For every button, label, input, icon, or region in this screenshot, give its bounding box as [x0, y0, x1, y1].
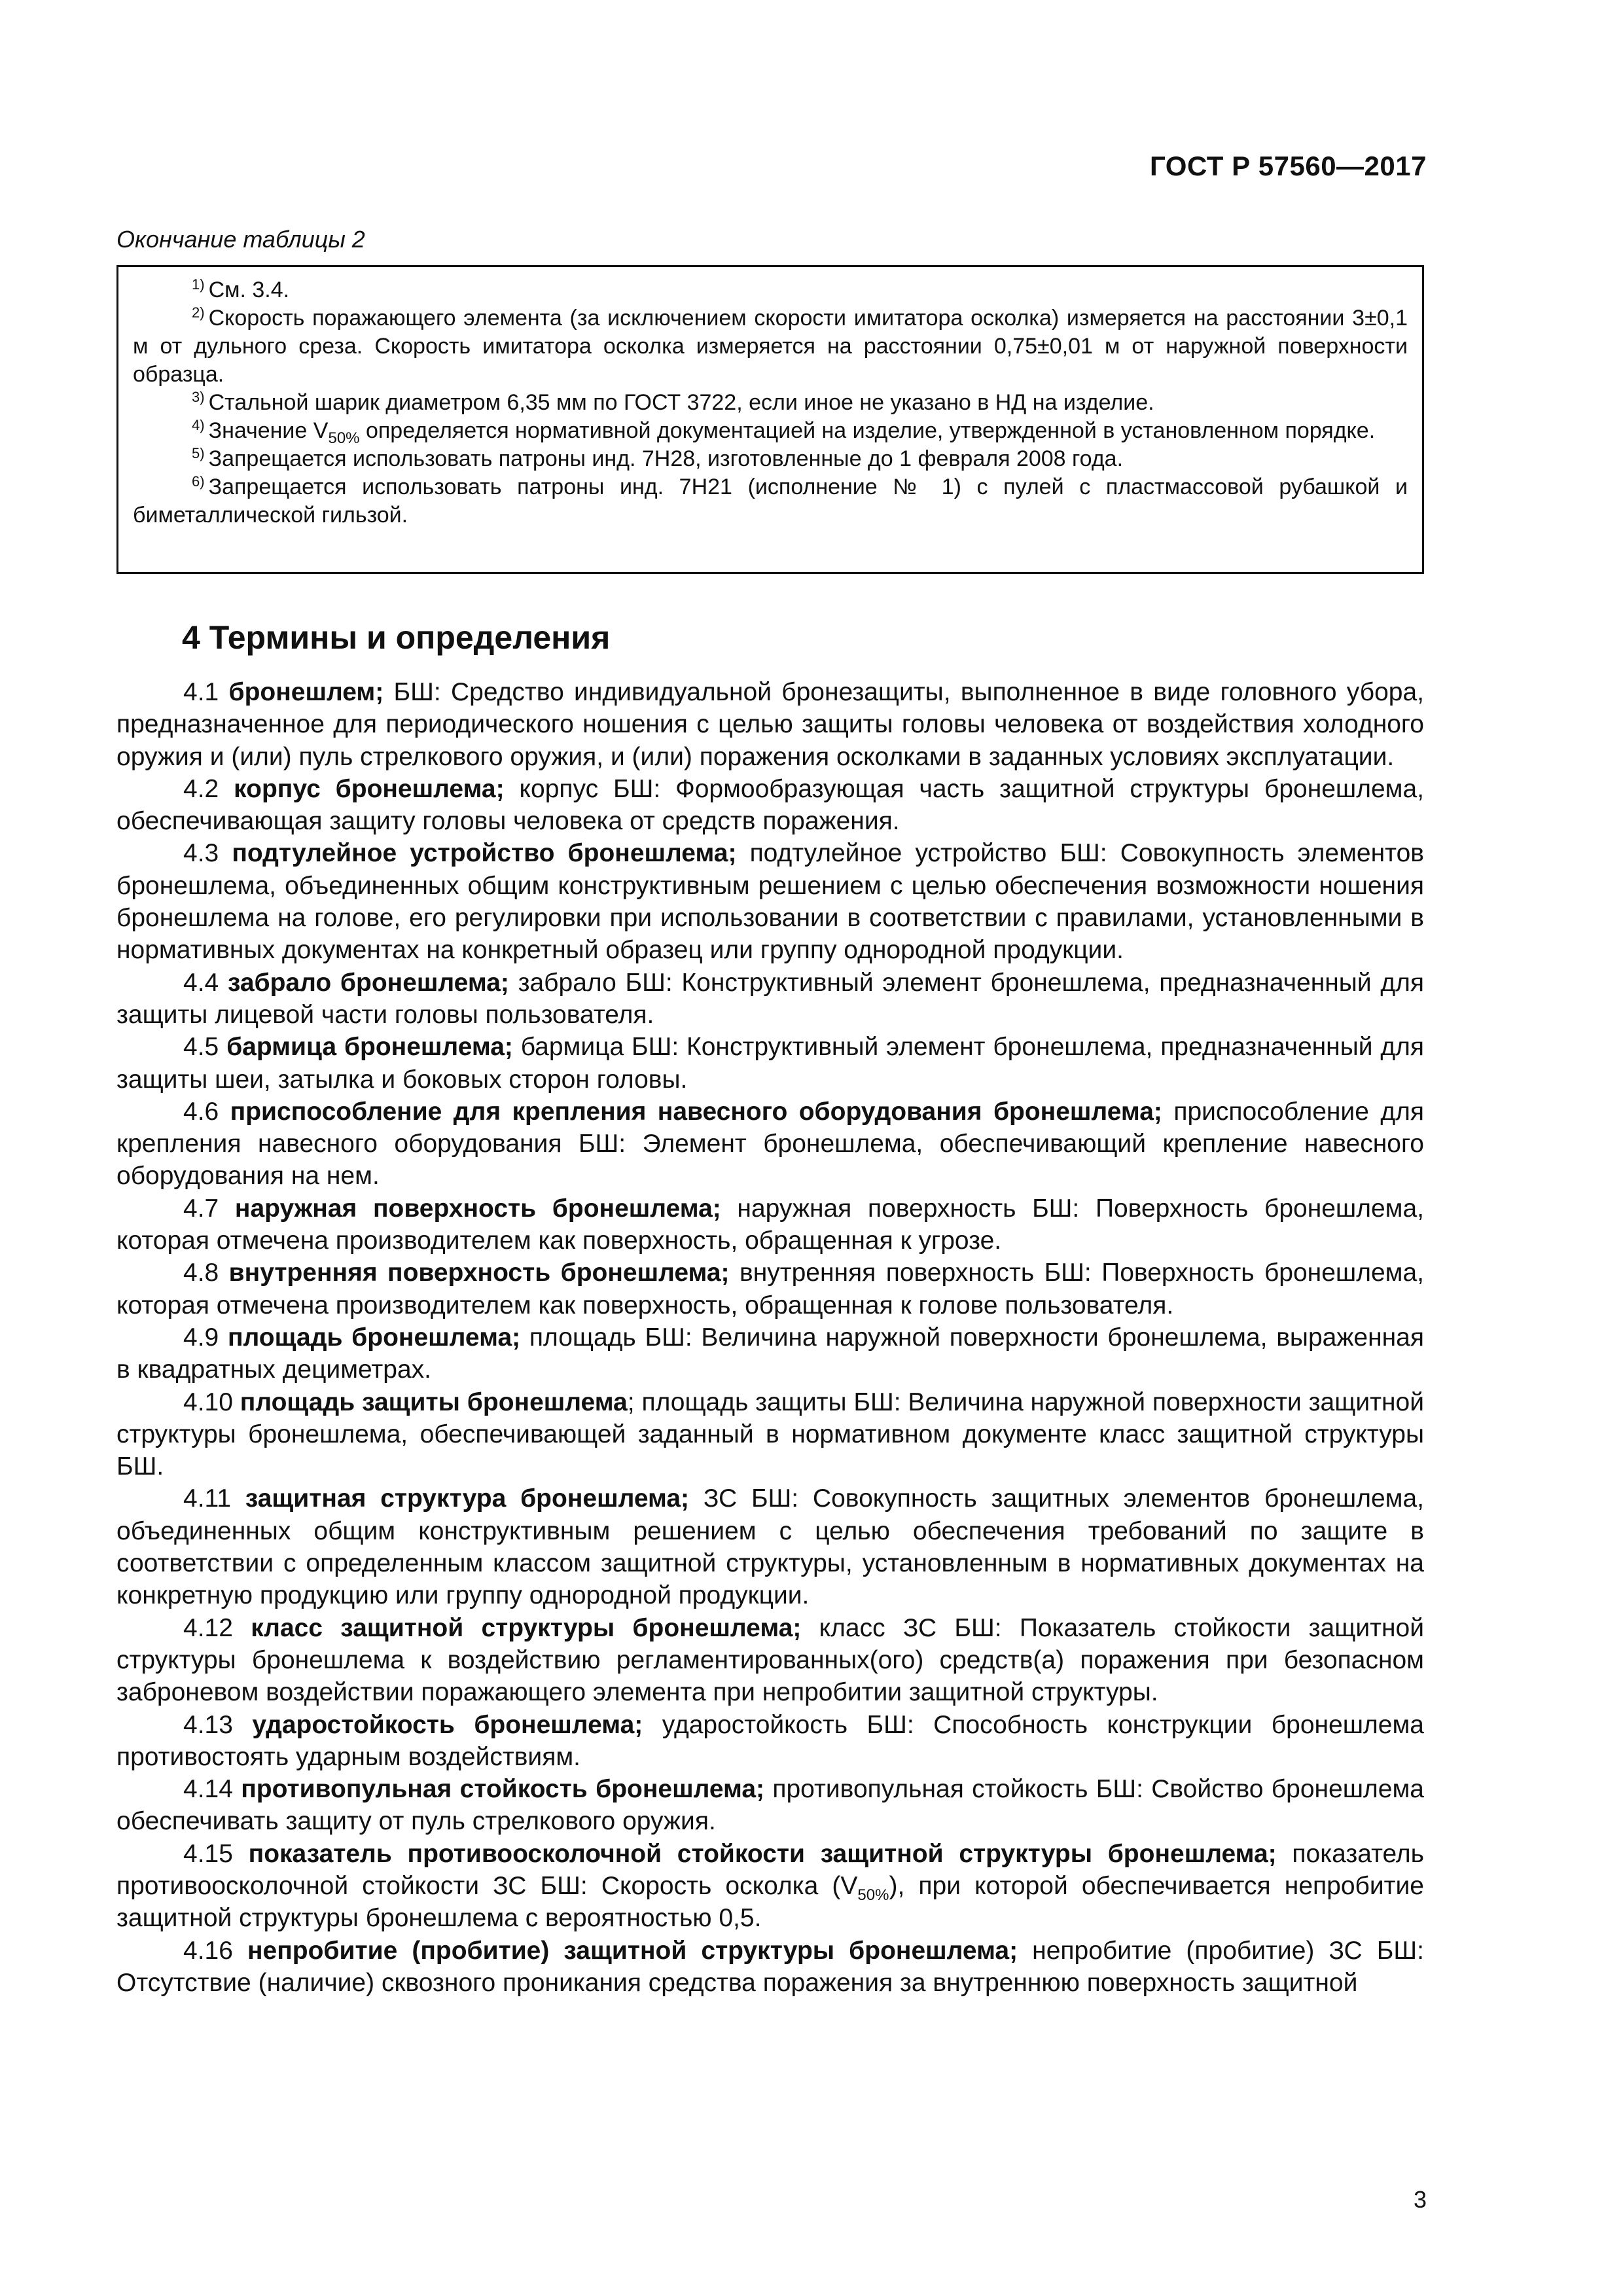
term-name: бармица бронешлема;	[226, 1033, 513, 1062]
notes-box	[116, 265, 1424, 574]
note-subscript: 50%	[328, 429, 360, 447]
term-name: площадь бронешлема;	[227, 1323, 521, 1352]
term-number: 4.2	[183, 774, 219, 803]
note	[133, 389, 1408, 417]
term-text: класс ЗС БШ: Показатель стойкости защитной структуры бронешлема к воздействию регламентированных(ого) средств(а) поражения при безопасном заброневом воздействии поражающего элемента при непробитии защитной структуры.	[116, 1613, 1424, 1707]
term-definition	[116, 837, 1424, 966]
terms-list	[116, 676, 1424, 1999]
note-mark: 1)	[192, 276, 205, 293]
term-number: 4.6	[183, 1097, 219, 1126]
term-text: БШ: Средство индивидуальной бронезащиты, выполненное в виде головного убора, предназначенное для периодического ношения с целью защиты головы человека от воздействия холодного оружия и (или) пуль стрелкового оружия, и (или) поражения осколками в заданных условиях эксплуатации.	[116, 678, 1424, 771]
note	[133, 304, 1408, 389]
term-definition	[116, 1257, 1424, 1321]
term-text: ; площадь защиты БШ: Величина наружной поверхности защитной структуры бронешлема, обеспечивающей заданный в нормативном документе класс защитной структуры БШ.	[116, 1388, 1424, 1481]
term-definition	[116, 1482, 1424, 1611]
term-text: внутренняя поверхность БШ: Поверхность бронешлема, которая отмечена производителем как поверхность, обращенная к голове пользователя.	[116, 1259, 1424, 1319]
term-name: подтулейное устройство бронешлема;	[232, 839, 737, 868]
term-text: наружная поверхность БШ: Поверхность бронешлема, которая отмечена производителем как поверхность, обращенная к угрозе.	[116, 1194, 1424, 1255]
term-definition	[116, 1838, 1424, 1935]
term-name: корпус бронешлема;	[234, 774, 505, 803]
term-text: приспособление для крепления навесного оборудования БШ: Элемент бронешлема, обеспечивающий крепление навесного оборудования на нем.	[116, 1097, 1424, 1191]
term-definition	[116, 1773, 1424, 1838]
term-number: 4.16	[183, 1936, 233, 1965]
note	[133, 417, 1408, 445]
term-text: площадь БШ: Величина наружной поверхности бронешлема, выраженная в квадратных дециметрах.	[116, 1323, 1424, 1384]
term-definition	[116, 1193, 1424, 1257]
term-definition	[116, 1612, 1424, 1709]
term-name: приспособление для крепления навесного оборудования бронешлема;	[230, 1097, 1162, 1126]
term-number: 4.10	[183, 1388, 233, 1416]
note-mark: 2)	[192, 304, 205, 321]
note-text: определяется нормативной документацией на изделие, утвержденной в установленном порядке.	[359, 418, 1376, 443]
term-number: 4.8	[183, 1259, 219, 1287]
term-number: 4.15	[183, 1839, 233, 1868]
term-number: 4.1	[183, 678, 219, 706]
term-number: 4.5	[183, 1033, 219, 1062]
term-name: бронешлем;	[228, 678, 384, 706]
note-text: Стальной шарик диаметром 6,35 мм по ГОСТ 3722, если иное не указано в НД на изделие.	[208, 390, 1154, 415]
term-number: 4.14	[183, 1775, 233, 1804]
term-name: наружная поверхность бронешлема;	[234, 1194, 721, 1223]
term-name: непробитие (пробитие) защитной структуры бронешлема;	[247, 1936, 1018, 1965]
note-text: См. 3.4.	[208, 278, 290, 302]
term-definition	[116, 1709, 1424, 1774]
term-number: 4.12	[183, 1613, 233, 1642]
note-text: Запрещается использовать патроны инд. 7Н21 (исполнение № 1) с пулей с пластмассовой рубашкой и биметаллической гильзой.	[133, 475, 1408, 528]
note-mark: 5)	[192, 444, 205, 461]
term-text: подтулейное устройство БШ: Совокупность элементов бронешлема, объединенных общим конструктивным решением с целью обеспечения возможности ношения бронешлема на голове, его регулировки при использовании в соответствии с правилами, установленными в нормативных документах на конкретный образец или группу однородной продукции.	[116, 839, 1424, 965]
term-name: класс защитной структуры бронешлема;	[251, 1613, 802, 1642]
term-text: непробитие (пробитие) ЗС БШ: Отсутствие (наличие) сквозного проникания средства поражения за внутреннюю поверхность защитной	[116, 1936, 1424, 1997]
term-definition	[116, 773, 1424, 838]
term-name: противопульная стойкость бронешлема;	[241, 1775, 765, 1804]
term-text: забрало БШ: Конструктивный элемент бронешлема, предназначенный для защиты лицевой части головы пользователя.	[116, 968, 1424, 1029]
note-text: Значение V	[208, 418, 329, 443]
term-definition	[116, 967, 1424, 1031]
note-mark: 6)	[192, 473, 205, 490]
term-definition	[116, 1321, 1424, 1386]
doc-number: ГОСТ Р 57560—2017	[1150, 151, 1427, 181]
term-number: 4.11	[183, 1484, 232, 1513]
term-name: забрало бронешлема;	[227, 968, 509, 997]
term-text: показатель противоосколочной стойкости ЗС БШ: Скорость осколка (V	[116, 1839, 1424, 1900]
term-number: 4.9	[183, 1323, 219, 1352]
term-text: противопульная стойкость БШ: Свойство бронешлема обеспечивать защиту от пуль стрелкового оружия.	[116, 1775, 1424, 1836]
term-definition	[116, 676, 1424, 773]
page-number: 3	[1413, 2186, 1427, 2213]
term-number: 4.3	[183, 839, 219, 868]
term-definition	[116, 1935, 1424, 2000]
term-definition	[116, 1386, 1424, 1483]
term-text: бармица БШ: Конструктивный элемент бронешлема, предназначенный для защиты шеи, затылка и боковых сторон головы.	[116, 1033, 1424, 1094]
term-name: внутренняя поверхность бронешлема;	[228, 1259, 730, 1287]
term-definition	[116, 1096, 1424, 1193]
term-name: ударостойкость бронешлема;	[252, 1710, 643, 1739]
term-text: корпус БШ: Формообразующая часть защитной структуры бронешлема, обеспечивающая защиту головы человека от средств поражения.	[116, 774, 1425, 836]
term-text: ), при которой обеспечивается непробитие защитной структуры бронешлема с вероятностью 0,5.	[116, 1871, 1424, 1933]
section-title: 4 Термины и определения	[182, 619, 611, 656]
term-definition	[116, 1031, 1424, 1096]
term-number: 4.13	[183, 1710, 233, 1739]
note	[133, 445, 1408, 473]
note	[133, 473, 1408, 529]
term-number: 4.7	[183, 1194, 219, 1223]
term-name: защитная структура бронешлема;	[245, 1484, 690, 1513]
note	[133, 276, 1408, 304]
term-number: 4.4	[183, 968, 219, 997]
note-text: Скорость поражающего элемента (за исключением скорости имитатора осколка) измеряется на расстоянии 3±0,1 м от дульного среза. Скорость имитатора осколка измеряется на расстоянии 0,75±0,01 м от наружной поверхности образца.	[133, 306, 1408, 387]
term-subscript: 50%	[857, 1886, 889, 1904]
note-mark: 3)	[192, 388, 205, 405]
term-name: площадь защиты бронешлема	[240, 1388, 628, 1416]
term-text: ударостойкость БШ: Способность конструкции бронешлема противостоять ударным воздействиям.	[116, 1710, 1424, 1771]
note-mark: 4)	[192, 416, 205, 433]
term-name: показатель противоосколочной стойкости защитной структуры бронешлема;	[248, 1839, 1277, 1868]
note-text: Запрещается использовать патроны инд. 7Н28, изготовленные до 1 февраля 2008 года.	[208, 446, 1124, 471]
term-text: ЗС БШ: Совокупность защитных элементов бронешлема, объединенных общим конструктивным решением с целью обеспечения требований по защите в соответствии с определенным классом защитной структуры, установленным в нормативных документах на конкретную продукцию или группу однородной продукции.	[116, 1484, 1424, 1610]
table-caption: Окончание таблицы 2	[116, 226, 365, 253]
